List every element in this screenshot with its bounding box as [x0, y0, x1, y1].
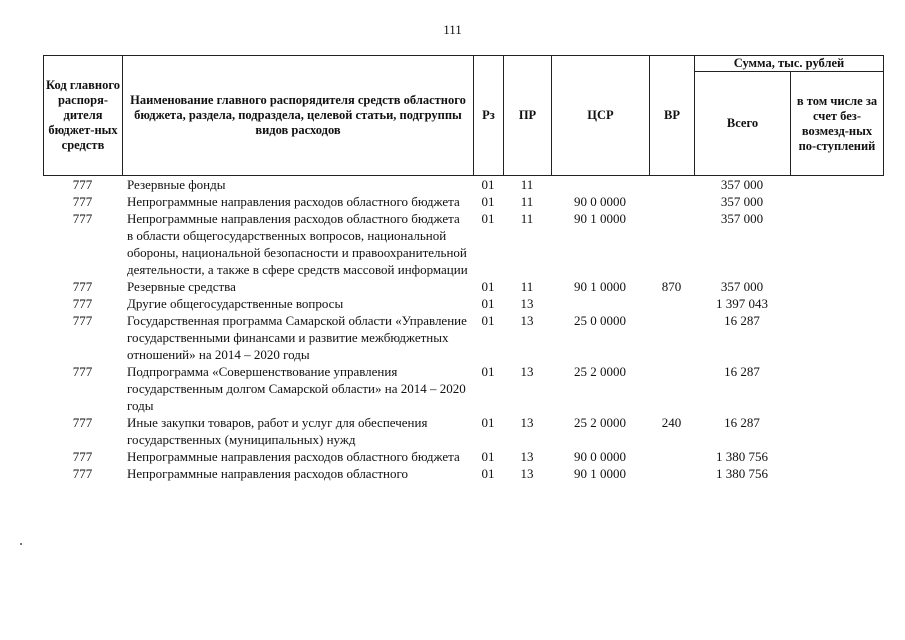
name-cell: Другие общегосударственные вопросы — [127, 296, 344, 311]
code-cell: 777 — [72, 313, 93, 328]
rz-cell: 01 — [481, 194, 495, 209]
csr-cell: 25 2 0000 — [574, 415, 626, 430]
header-sum: Сумма, тыс. рублей — [695, 56, 884, 72]
table-row — [43, 210, 883, 278]
csr-cell: 25 2 0000 — [574, 364, 626, 379]
code-cell: 777 — [72, 296, 93, 311]
pr-cell: 13 — [520, 466, 534, 481]
rz-cell: 01 — [481, 211, 495, 226]
code-cell: 777 — [72, 415, 93, 430]
total-cell: 16 287 — [724, 313, 760, 328]
pr-cell: 11 — [520, 194, 534, 209]
rz-cell: 01 — [481, 296, 495, 311]
pr-cell: 13 — [520, 415, 534, 430]
page-number: 111 — [443, 22, 462, 37]
table-row — [43, 465, 883, 482]
name-cell: Резервные фонды — [127, 177, 226, 192]
name-cell: Непрограммные направления расходов областного бюджета — [127, 194, 460, 209]
name-cell: Непрограммные направления расходов областного бюджета — [127, 449, 460, 464]
code-cell: 777 — [72, 177, 93, 192]
pr-cell: 11 — [520, 177, 534, 192]
rz-cell: 01 — [481, 415, 495, 430]
total-cell: 16 287 — [724, 415, 760, 430]
table-row — [43, 448, 883, 465]
table-row — [43, 363, 883, 414]
total-cell: 1 380 756 — [716, 449, 768, 464]
total-cell: 357 000 — [720, 194, 764, 209]
name-cell: Резервные средства — [127, 279, 236, 294]
header-csr: ЦСР — [552, 56, 650, 176]
code-cell: 777 — [72, 364, 93, 379]
table-row — [43, 295, 883, 312]
rz-cell: 01 — [481, 364, 495, 379]
header-pr: ПР — [504, 56, 552, 176]
csr-cell: 90 1 0000 — [574, 279, 626, 294]
name-cell: Иные закупки товаров, работ и услуг для обеспечения государственных (муниципальных) нужд — [127, 415, 428, 447]
rz-cell: 01 — [481, 449, 495, 464]
rz-cell: 01 — [481, 466, 495, 481]
rz-cell: 01 — [481, 177, 495, 192]
pr-cell: 13 — [520, 449, 534, 464]
header-name: Наименование главного распорядителя средств областного бюджета, раздела, подраздела, целевой статьи, подгруппы видов расходов — [123, 56, 474, 176]
total-cell: 357 000 — [720, 279, 764, 294]
code-cell: 777 — [72, 211, 93, 226]
rz-cell: 01 — [481, 313, 495, 328]
code-cell: 777 — [72, 449, 93, 464]
header-code: Код главного распоря-дителя бюджет-ных средств — [44, 56, 123, 176]
name-cell: Государственная программа Самарской области «Управление государственными финансами и развитие межбюджетных отношений» на 2014 – 2020 годы — [127, 313, 467, 362]
name-cell: Подпрограмма «Совершенствование управления государственным долгом Самарской области» на 2014 – 2020 годы — [127, 364, 466, 413]
scan-speck — [20, 543, 22, 545]
table-row — [43, 414, 883, 448]
total-cell: 16 287 — [724, 364, 760, 379]
table-row — [43, 312, 883, 363]
total-cell: 1 380 756 — [716, 466, 768, 481]
name-cell: Непрограммные направления расходов областного — [127, 466, 408, 481]
total-cell: 1 397 043 — [716, 296, 768, 311]
csr-cell: 90 0 0000 — [574, 194, 626, 209]
csr-cell: 90 0 0000 — [574, 449, 626, 464]
pr-cell: 13 — [520, 364, 534, 379]
vr-cell: 870 — [661, 279, 682, 294]
header-free: в том числе за счет без-возмезд-ных по-ступлений — [791, 72, 884, 176]
pr-cell: 11 — [520, 279, 534, 294]
pr-cell: 13 — [520, 296, 534, 311]
table-header — [43, 55, 884, 176]
code-cell: 777 — [72, 279, 93, 294]
total-cell: 357 000 — [720, 177, 764, 192]
header-total: Всего — [695, 72, 791, 176]
code-cell: 777 — [72, 466, 93, 481]
name-cell: Непрограммные направления расходов областного бюджета в области общегосударственных вопросов, национальной обороны, национальной безопасности и правоохранительной деятельности, а также в сфере средств массовой информации — [127, 211, 468, 277]
header-rz: Рз — [474, 56, 504, 176]
csr-cell: 25 0 0000 — [574, 313, 626, 328]
rz-cell: 01 — [481, 279, 495, 294]
table-row — [43, 278, 883, 295]
csr-cell: 90 1 0000 — [574, 211, 626, 226]
pr-cell: 11 — [520, 211, 534, 226]
table-row — [43, 193, 883, 210]
total-cell: 357 000 — [720, 211, 764, 226]
vr-cell: 240 — [661, 415, 682, 430]
pr-cell: 13 — [520, 313, 534, 328]
header-vr: ВР — [650, 56, 695, 176]
code-cell: 777 — [72, 194, 93, 209]
csr-cell: 90 1 0000 — [574, 466, 626, 481]
table-row — [43, 176, 883, 193]
table-body — [43, 176, 883, 482]
